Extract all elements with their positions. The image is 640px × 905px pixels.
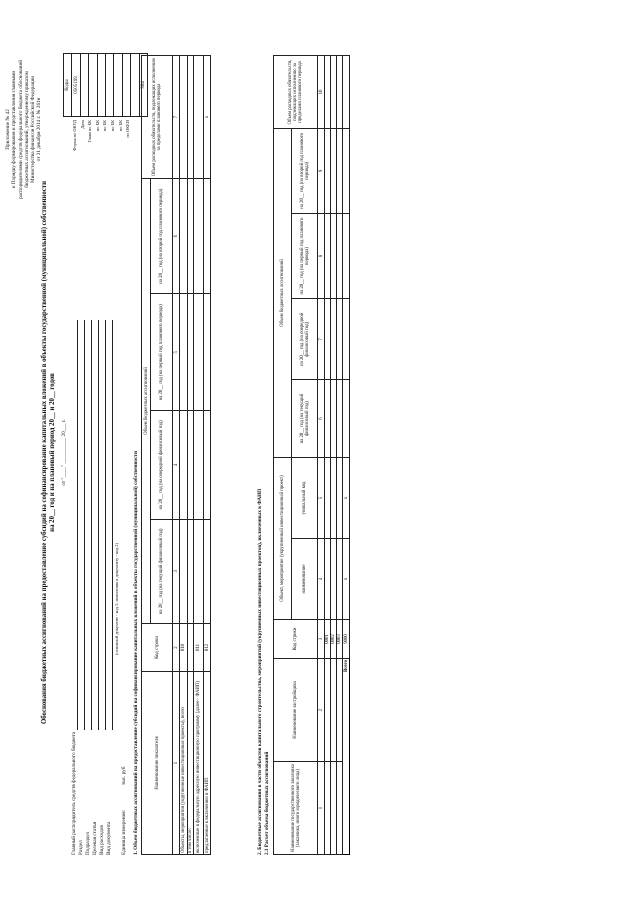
s2-col-y3: на 20__ год (на первый год планового периода)	[292, 213, 318, 299]
table-cell	[194, 56, 204, 179]
form-date: от "____" __________ 20___ г.	[61, 419, 67, 486]
field-podrazdel-line	[91, 320, 92, 730]
s1-row-name: включенные в федеральную адресную инвестиционную программу (далее - ФАИП)	[194, 672, 204, 855]
s1-num: 1	[173, 672, 180, 855]
s2-num: 9	[318, 129, 325, 214]
s1-num: 5	[173, 294, 180, 411]
code-vr	[122, 54, 130, 117]
form-page	[5, 50, 525, 855]
s1-num: 2	[173, 624, 180, 672]
appendix-note	[5, 60, 43, 199]
table-cell	[194, 519, 204, 623]
s2-total-code: 9000	[343, 620, 350, 659]
s2-col-y5: Объем расходных обязательств, подлежащих исполнению за пределами планового периода	[274, 56, 318, 129]
form-title: Обоснования бюджетных ассигнований на предоставление субсидий на софинансирование капитальных вложений в объекты государственной (муниципальной) собственности	[41, 180, 48, 725]
field-vr-line	[105, 320, 106, 730]
code-label: Дата	[79, 120, 85, 129]
appendix-line: Приложение № 42	[5, 109, 11, 150]
s2-col-y4: на 20__ год (на второй год планового периода)	[292, 129, 318, 214]
field-vr-label: Вид расходов	[99, 825, 105, 855]
code-label: по БК	[117, 120, 123, 132]
appendix-line: к Порядку формирования и представления главными	[11, 70, 18, 188]
codes-header: Коды	[64, 54, 72, 117]
s1-col-y1: на 20__ год (на текущий финансовый год)	[151, 519, 173, 623]
s2-num: 1	[318, 762, 325, 855]
s2-col-code: Код строки	[274, 620, 318, 659]
s2-total-x: x	[343, 539, 350, 620]
s1-num: 3	[173, 519, 180, 623]
table-cell	[204, 519, 211, 623]
section1-table	[141, 55, 211, 855]
code-okei: 384	[139, 54, 147, 117]
s1-col-name: Наименование показателя	[142, 672, 173, 855]
s1-row-code: 010	[180, 624, 188, 672]
table-cell	[194, 294, 204, 411]
s2-num: 4	[318, 539, 325, 620]
s2-col-customer: Наименование государственного заказчика (заказчика, иного юридического лица)	[274, 762, 318, 855]
section2-table	[273, 55, 350, 855]
table-cell	[204, 294, 211, 411]
s2-total-x: x	[343, 458, 350, 539]
s2-col-y1: на 20__ год (на текущий финансовый год)	[292, 380, 318, 458]
s1-row-code: 011	[194, 624, 204, 672]
field-podrazdel-label: Подраздел	[85, 831, 91, 855]
s1-num: 7	[173, 56, 180, 179]
code-csr	[114, 54, 122, 117]
codes-table	[63, 53, 148, 117]
field-csr-label: Целевая статья	[92, 821, 98, 855]
s1-col-group: Объем бюджетных ассигнований	[142, 179, 151, 624]
appendix-line: от 31 декабря 2014 г. № 261н	[36, 97, 43, 162]
unit-value: тыс. руб	[121, 766, 127, 785]
s2-num: 5	[318, 458, 325, 539]
code-label: Глава по БК	[87, 120, 93, 143]
table-cell	[180, 411, 188, 520]
code-label: по БК	[102, 120, 108, 132]
s1-col-y3: на 20__ год (на первый год планового периода)	[151, 294, 173, 411]
code-label: Форма по ОКУД	[72, 120, 77, 151]
table-cell	[180, 179, 188, 294]
code-okud: 0505199	[72, 54, 80, 117]
s2-num: 10	[318, 56, 325, 129]
s2-col-obj-code: уникальный код	[292, 458, 318, 539]
code-label: по ОКЕИ	[125, 120, 131, 138]
s2-row-code: 0002	[331, 620, 337, 659]
table-cell	[343, 56, 350, 129]
s1-row-x: x	[204, 56, 211, 179]
s1-col-y2: на 20__ год (на очередной финансовый год)	[151, 411, 173, 520]
table-cell	[204, 411, 211, 520]
field-razdel-line	[84, 320, 85, 730]
s1-num: 6	[173, 179, 180, 294]
field-grbs-line	[77, 320, 78, 730]
code-doc	[131, 54, 139, 117]
unit-label: Единица измерения:	[121, 809, 127, 855]
s2-num: 2	[318, 659, 325, 762]
s2-num: 8	[318, 213, 325, 299]
table-cell	[343, 213, 350, 299]
s2-num: 3	[318, 620, 325, 659]
form-subtitle: на 20__ год и на плановый период 20__ и 20__ годов	[49, 373, 56, 532]
table-cell	[194, 411, 204, 520]
field-razdel-label: Раздел	[78, 840, 84, 855]
s1-row-name: предлагаемые к включению в ФАИП	[204, 672, 211, 855]
s2-col-object: Объект, мероприятие (укрупненный инвестиционный проект)	[274, 458, 292, 620]
code-podrazdel	[105, 54, 113, 117]
s1-col-code: Код строки	[142, 624, 173, 672]
field-csr-line	[98, 320, 99, 730]
section2-title: 2. Бюджетные ассигнования в части объектов капитального строительства, мероприятий (укрупненных инвестиционных проектов), включенных в ФАИП	[257, 488, 263, 855]
s2-col-group: Объем бюджетных ассигнований	[274, 129, 292, 458]
appendix-line: распорядителями средств федерального бюджета обоснований	[17, 60, 24, 199]
s2-col-developer: Наименование застройщика	[274, 659, 318, 762]
s1-num: 4	[173, 411, 180, 520]
field-doc-line	[112, 320, 113, 730]
table-cell	[180, 519, 188, 623]
s2-num: 6	[318, 380, 325, 458]
s2-row-code: 0003	[337, 620, 343, 659]
s2-row-code: 0001	[325, 620, 331, 659]
table-cell	[194, 179, 204, 294]
appendix-line: Министерства финансов Российской Федерации	[30, 75, 37, 183]
field-grbs-label: Главный распорядитель средств федерального бюджета	[71, 731, 77, 855]
field-doc-label: Вид документа	[106, 821, 112, 855]
s2-col-obj-name: наименование	[292, 539, 318, 620]
s1-row-name: в том числе:	[188, 672, 194, 855]
table-cell	[204, 179, 211, 294]
code-date	[80, 54, 88, 117]
table-cell	[180, 294, 188, 411]
s2-col-y2: на 20__ год (на очередной финансовый год)	[292, 299, 318, 380]
code-label: по БК	[109, 120, 115, 132]
s1-col-y4: на 20__ год (на второй год планового периода)	[151, 179, 173, 294]
codes-labels	[71, 120, 132, 165]
s1-col-y5: Объем расходных обязательств, подлежащих исполнению за пределами планового периода	[142, 56, 173, 179]
code-razdel	[97, 54, 105, 117]
section2-subtitle: 2.1 Расчет объема бюджетных ассигнований	[264, 751, 270, 855]
s1-row-code: 012	[204, 624, 211, 672]
s1-row-name: Объекты, мероприятия (укрупненные инвестиционные проекты), всего	[180, 672, 188, 855]
field-doc-hint: (основной документ - код 1; изменения к документу - код 2)	[114, 543, 119, 655]
table-cell	[343, 129, 350, 214]
table-cell	[343, 299, 350, 380]
s2-total-label: Всего	[343, 659, 350, 855]
s2-num: 7	[318, 299, 325, 380]
code-glava	[89, 54, 97, 117]
section1-title: 1. Объем бюджетных ассигнований на предоставление субсидий на софинансирование капитальных вложений в объекты государственной (муниципальной) собственности	[133, 451, 139, 855]
appendix-line: бюджетных ассигнований, утвержденному приказом	[23, 71, 30, 188]
code-label: по БК	[94, 120, 100, 132]
table-cell	[343, 380, 350, 458]
table-cell	[180, 56, 188, 179]
